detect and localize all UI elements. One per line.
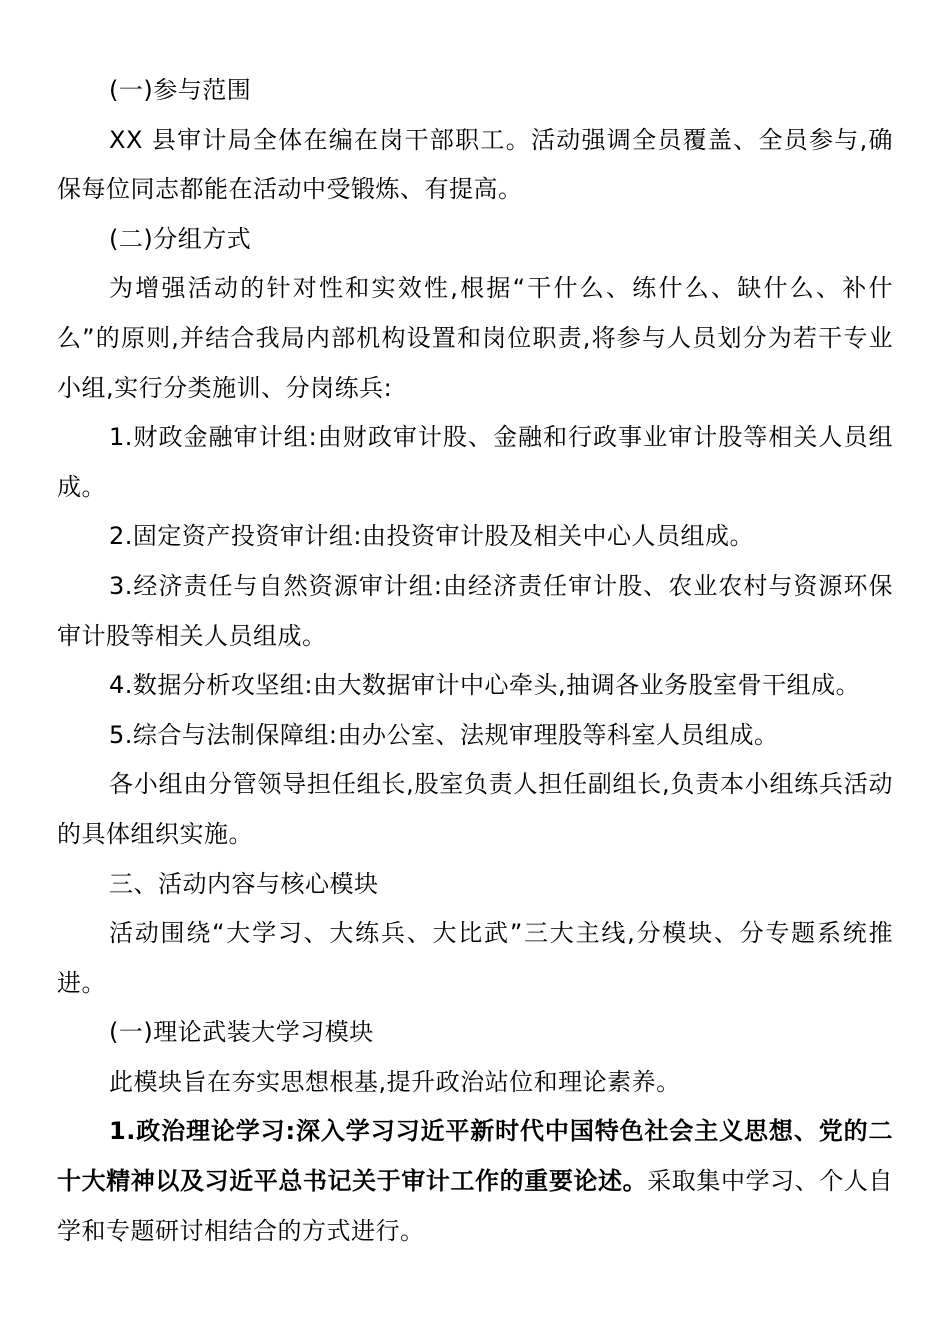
paragraph-grouping-intro: 为增强活动的针对性和实效性,根据“干什么、练什么、缺什么、补什么”的原则,并结合我局内部机构设置和岗位职责,将参与人员划分为若干专业小组,实行分类施训、分岗练兵: [57, 274, 893, 402]
political-theory-study-method: 采取集中学习、个人自学和专题研讨相结合的方式进行。 [57, 1167, 894, 1245]
section-heading-participation-scope: (一)参与范围 [109, 76, 252, 104]
paragraph-theory-study-purpose: 此模块旨在夯实思想根基,提升政治站位和理论素养。 [109, 1067, 681, 1096]
list-item-general-legal-support-group: 5.综合与法制保障组:由办公室、法规审理股等科室人员组成。 [109, 720, 779, 749]
paragraph-political-theory-study [57, 1107, 893, 1256]
section-heading-activity-content: 三、活动内容与核心模块 [109, 869, 379, 898]
list-item-data-analysis-group: 4.数据分析攻坚组:由大数据审计中心牵头,抽调各业务股室骨干组成。 [109, 671, 861, 700]
list-item-fixed-asset-audit-group: 2.固定资产投资审计组:由投资审计股及相关中心人员组成。 [109, 522, 754, 551]
section-heading-theory-study-module: (一)理论武装大学习模块 [109, 1018, 374, 1047]
list-item-economic-responsibility-audit-group: 3.经济责任与自然资源审计组:由经济责任审计股、农业农村与资源环保审计股等相关人员组成。 [57, 571, 893, 650]
political-theory-study-lead: 1.政治理论学习:深入学习习近平新时代中国特色社会主义思想、党的二十大精神以及习近平总书记关于审计工作的重要论述。 [57, 1117, 893, 1196]
document-body [57, 66, 893, 1256]
paragraph-participation-scope: XX 县审计局全体在编在岗干部职工。活动强调全员覆盖、全员参与,确保每位同志都能在活动中受锻炼、有提高。 [57, 125, 893, 204]
section-heading-grouping-method: (二)分组方式 [109, 224, 252, 253]
paragraph-activity-mainlines: 活动围绕“大学习、大练兵、大比武”三大主线,分模块、分专题系统推进。 [57, 919, 893, 997]
paragraph-group-leadership: 各小组由分管领导担任组长,股室负责人担任副组长,负责本小组练兵活动的具体组织实施。 [57, 770, 893, 848]
list-item-finance-audit-group: 1.财政金融审计组:由财政审计股、金融和行政事业审计股等相关人员组成。 [57, 423, 893, 501]
